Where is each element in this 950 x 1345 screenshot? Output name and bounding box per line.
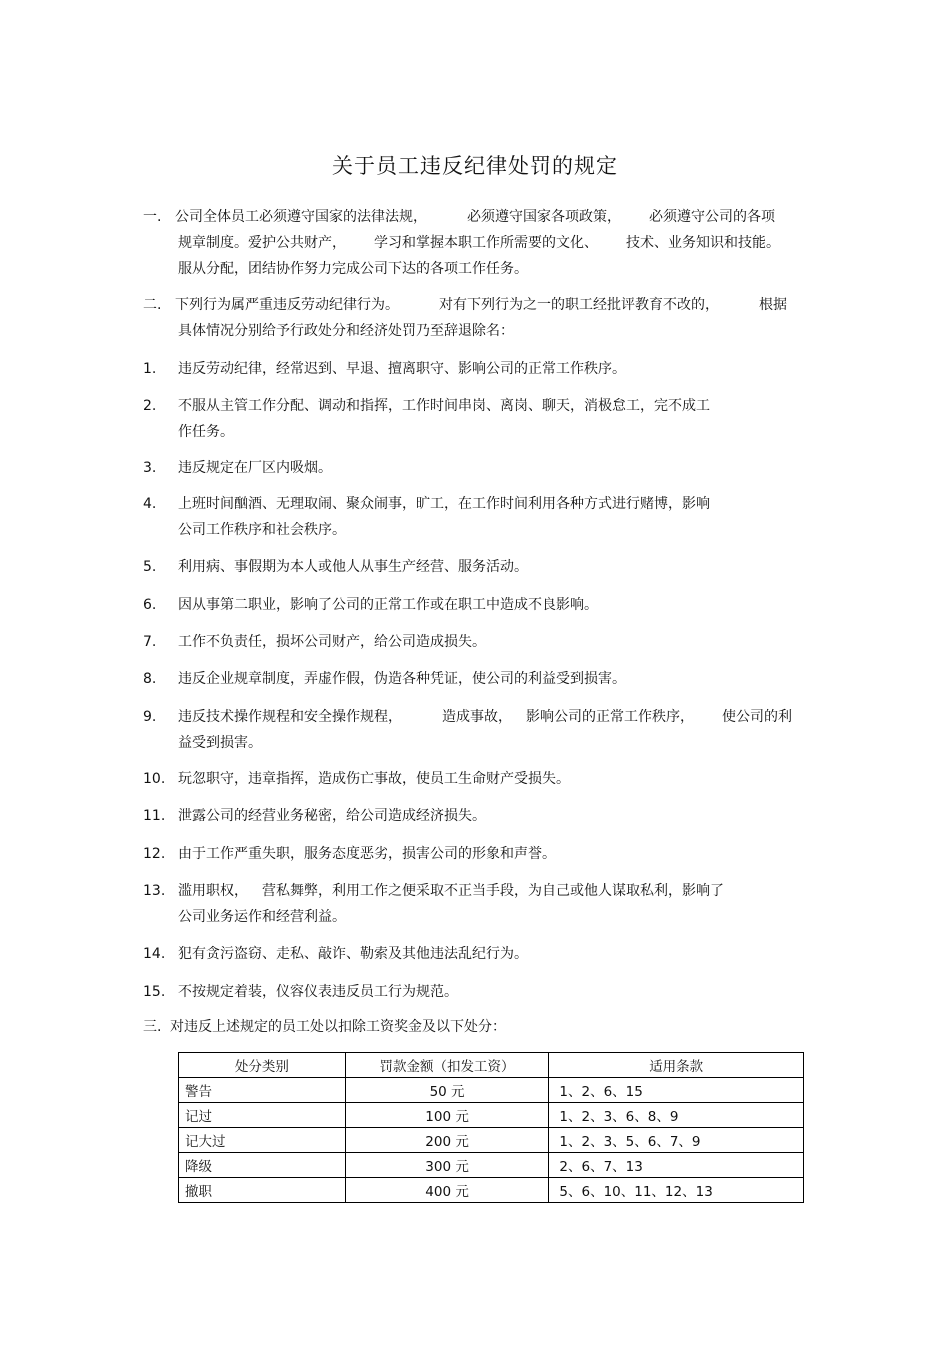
list-item (143, 554, 808, 580)
item-number: 4. (143, 496, 157, 512)
text-fragment: 必须遵守国家各项政策， (467, 209, 621, 225)
fine-amount-cell: 400 元 (345, 1178, 549, 1203)
item-number: 9. (143, 709, 157, 725)
item-text: 因从事第二职业，影响了公司的正常工作或在职工中造成不良影响。 (178, 597, 598, 613)
fine-amount-cell: 200 元 (345, 1128, 549, 1153)
text-fragment: 对有下列行为之一的职工经批评教育不改的， (439, 297, 719, 313)
section-3 (143, 1014, 808, 1040)
item-text: 益受到损害。 (178, 735, 262, 751)
item-number: 3. (143, 460, 157, 476)
text-fragment: 学习和掌握本职工作所需要的文化、 (374, 235, 598, 251)
section-line: 服从分配，团结协作努力完成公司下达的各项工作任务。 (178, 261, 528, 277)
column-header: 罚款金额（扣发工资） (345, 1053, 549, 1078)
item-text: 不服从主管工作分配、调动和指挥，工作时间串岗、离岗、聊天，消极怠工，完不成工 (178, 398, 710, 414)
item-text (178, 704, 808, 730)
table-row (179, 1103, 804, 1128)
list-item (143, 878, 808, 930)
document-title: 关于员工违反纪律处罚的规定 (332, 154, 618, 178)
item-text: 公司工作秩序和社会秩序。 (178, 522, 346, 538)
column-header: 处分类别 (179, 1053, 346, 1078)
clauses-cell: 2、6、7、13 (549, 1153, 804, 1178)
item-number: 12. (143, 846, 166, 862)
list-item (143, 766, 808, 792)
section-line (175, 292, 808, 318)
item-number: 7. (143, 634, 157, 650)
item-number: 14. (143, 946, 166, 962)
penalty-type-cell: 降级 (179, 1153, 346, 1178)
item-text: 工作不负责任，损坏公司财产，给公司造成损失。 (178, 634, 486, 650)
text-fragment: 技术、业务知识和技能。 (626, 235, 780, 251)
section-number: 一. (143, 209, 162, 225)
item-text: 违反企业规章制度，弄虚作假，伪造各种凭证，使公司的利益受到损害。 (178, 671, 626, 687)
table-row (179, 1153, 804, 1178)
item-number: 10. (143, 771, 166, 787)
item-text: 由于工作严重失职，服务态度恶劣，损害公司的形象和声誉。 (178, 846, 556, 862)
text-fragment: 使公司的利 (722, 709, 792, 725)
text-fragment: 必须遵守公司的各项 (649, 209, 775, 225)
section-line: 对违反上述规定的员工处以扣除工资奖金及以下处分： (170, 1019, 506, 1035)
column-header: 适用条款 (549, 1053, 804, 1078)
section-1 (143, 204, 808, 282)
text-fragment: 滥用职权， (178, 883, 248, 899)
text-fragment: 营私舞弊，利用工作之便采取不正当手段，为自己或他人谋取私利，影响了 (262, 883, 724, 899)
fine-amount-cell: 50 元 (345, 1078, 549, 1103)
text-fragment: 规章制度。爱护公共财产， (178, 235, 346, 251)
item-text: 违反劳动纪律，经常迟到、早退、擅离职守、影响公司的正常工作秩序。 (178, 361, 626, 377)
table-row (179, 1178, 804, 1203)
item-text: 违反规定在厂区内吸烟。 (178, 460, 332, 476)
text-fragment: 违反技术操作规程和安全操作规程， (178, 709, 402, 725)
penalty-type-cell: 记过 (179, 1103, 346, 1128)
item-text: 泄露公司的经营业务秘密，给公司造成经济损失。 (178, 808, 486, 824)
clauses-cell: 1、2、3、6、8、9 (549, 1103, 804, 1128)
item-number: 5. (143, 559, 157, 575)
penalty-type-cell: 撤职 (179, 1178, 346, 1203)
list-item (143, 704, 808, 756)
clauses-cell: 5、6、10、11、12、13 (549, 1178, 804, 1203)
list-item (143, 356, 808, 382)
list-item (143, 941, 808, 967)
section-number: 二. (143, 297, 162, 313)
item-number: 1. (143, 361, 157, 377)
clauses-cell: 1、2、6、15 (549, 1078, 804, 1103)
list-item (143, 803, 808, 829)
list-item (143, 393, 808, 445)
item-text: 犯有贪污盗窃、走私、敲诈、勒索及其他违法乱纪行为。 (178, 946, 528, 962)
penalty-table (178, 1052, 804, 1203)
item-text: 作任务。 (178, 424, 234, 440)
fine-amount-cell: 100 元 (345, 1103, 549, 1128)
list-item (143, 629, 808, 655)
item-text: 玩忽职守，违章指挥，造成伤亡事故，使员工生命财产受损失。 (178, 771, 570, 787)
section-line (178, 230, 808, 256)
section-line: 具体情况分别给予行政处分和经济处罚乃至辞退除名： (178, 323, 514, 339)
item-text: 上班时间酗酒、无理取闹、聚众闹事，旷工，在工作时间利用各种方式进行赌博，影响 (178, 496, 710, 512)
item-text: 利用病、事假期为本人或他人从事生产经营、服务活动。 (178, 559, 528, 575)
list-item (143, 841, 808, 867)
section-number: 三. (143, 1019, 162, 1035)
penalty-type-cell: 警告 (179, 1078, 346, 1103)
item-text: 不按规定着装，仪容仪表违反员工行为规范。 (178, 984, 458, 1000)
list-item (143, 491, 808, 543)
penalty-type-cell: 记大过 (179, 1128, 346, 1153)
item-number: 11. (143, 808, 166, 824)
section-line (175, 204, 808, 230)
item-number: 2. (143, 398, 157, 414)
table-row (179, 1078, 804, 1103)
text-fragment: 下列行为属严重违反劳动纪律行为。 (175, 297, 399, 313)
item-number: 8. (143, 671, 157, 687)
section-2 (143, 292, 808, 344)
item-text: 公司业务运作和经营利益。 (178, 909, 346, 925)
text-fragment: 根据 (759, 297, 787, 313)
text-fragment: 造成事故， (442, 709, 512, 725)
text-fragment: 公司全体员工必须遵守国家的法律法规， (175, 209, 427, 225)
clauses-cell: 1、2、3、5、6、7、9 (549, 1128, 804, 1153)
list-item (143, 592, 808, 618)
item-number: 13. (143, 883, 166, 899)
fine-amount-cell: 300 元 (345, 1153, 549, 1178)
item-number: 6. (143, 597, 157, 613)
list-item (143, 979, 808, 1005)
table-row (179, 1128, 804, 1153)
item-text (178, 878, 808, 904)
table-header-row (179, 1053, 804, 1078)
list-item (143, 666, 808, 692)
list-item (143, 455, 808, 481)
text-fragment: 影响公司的正常工作秩序， (526, 709, 694, 725)
item-number: 15. (143, 984, 166, 1000)
